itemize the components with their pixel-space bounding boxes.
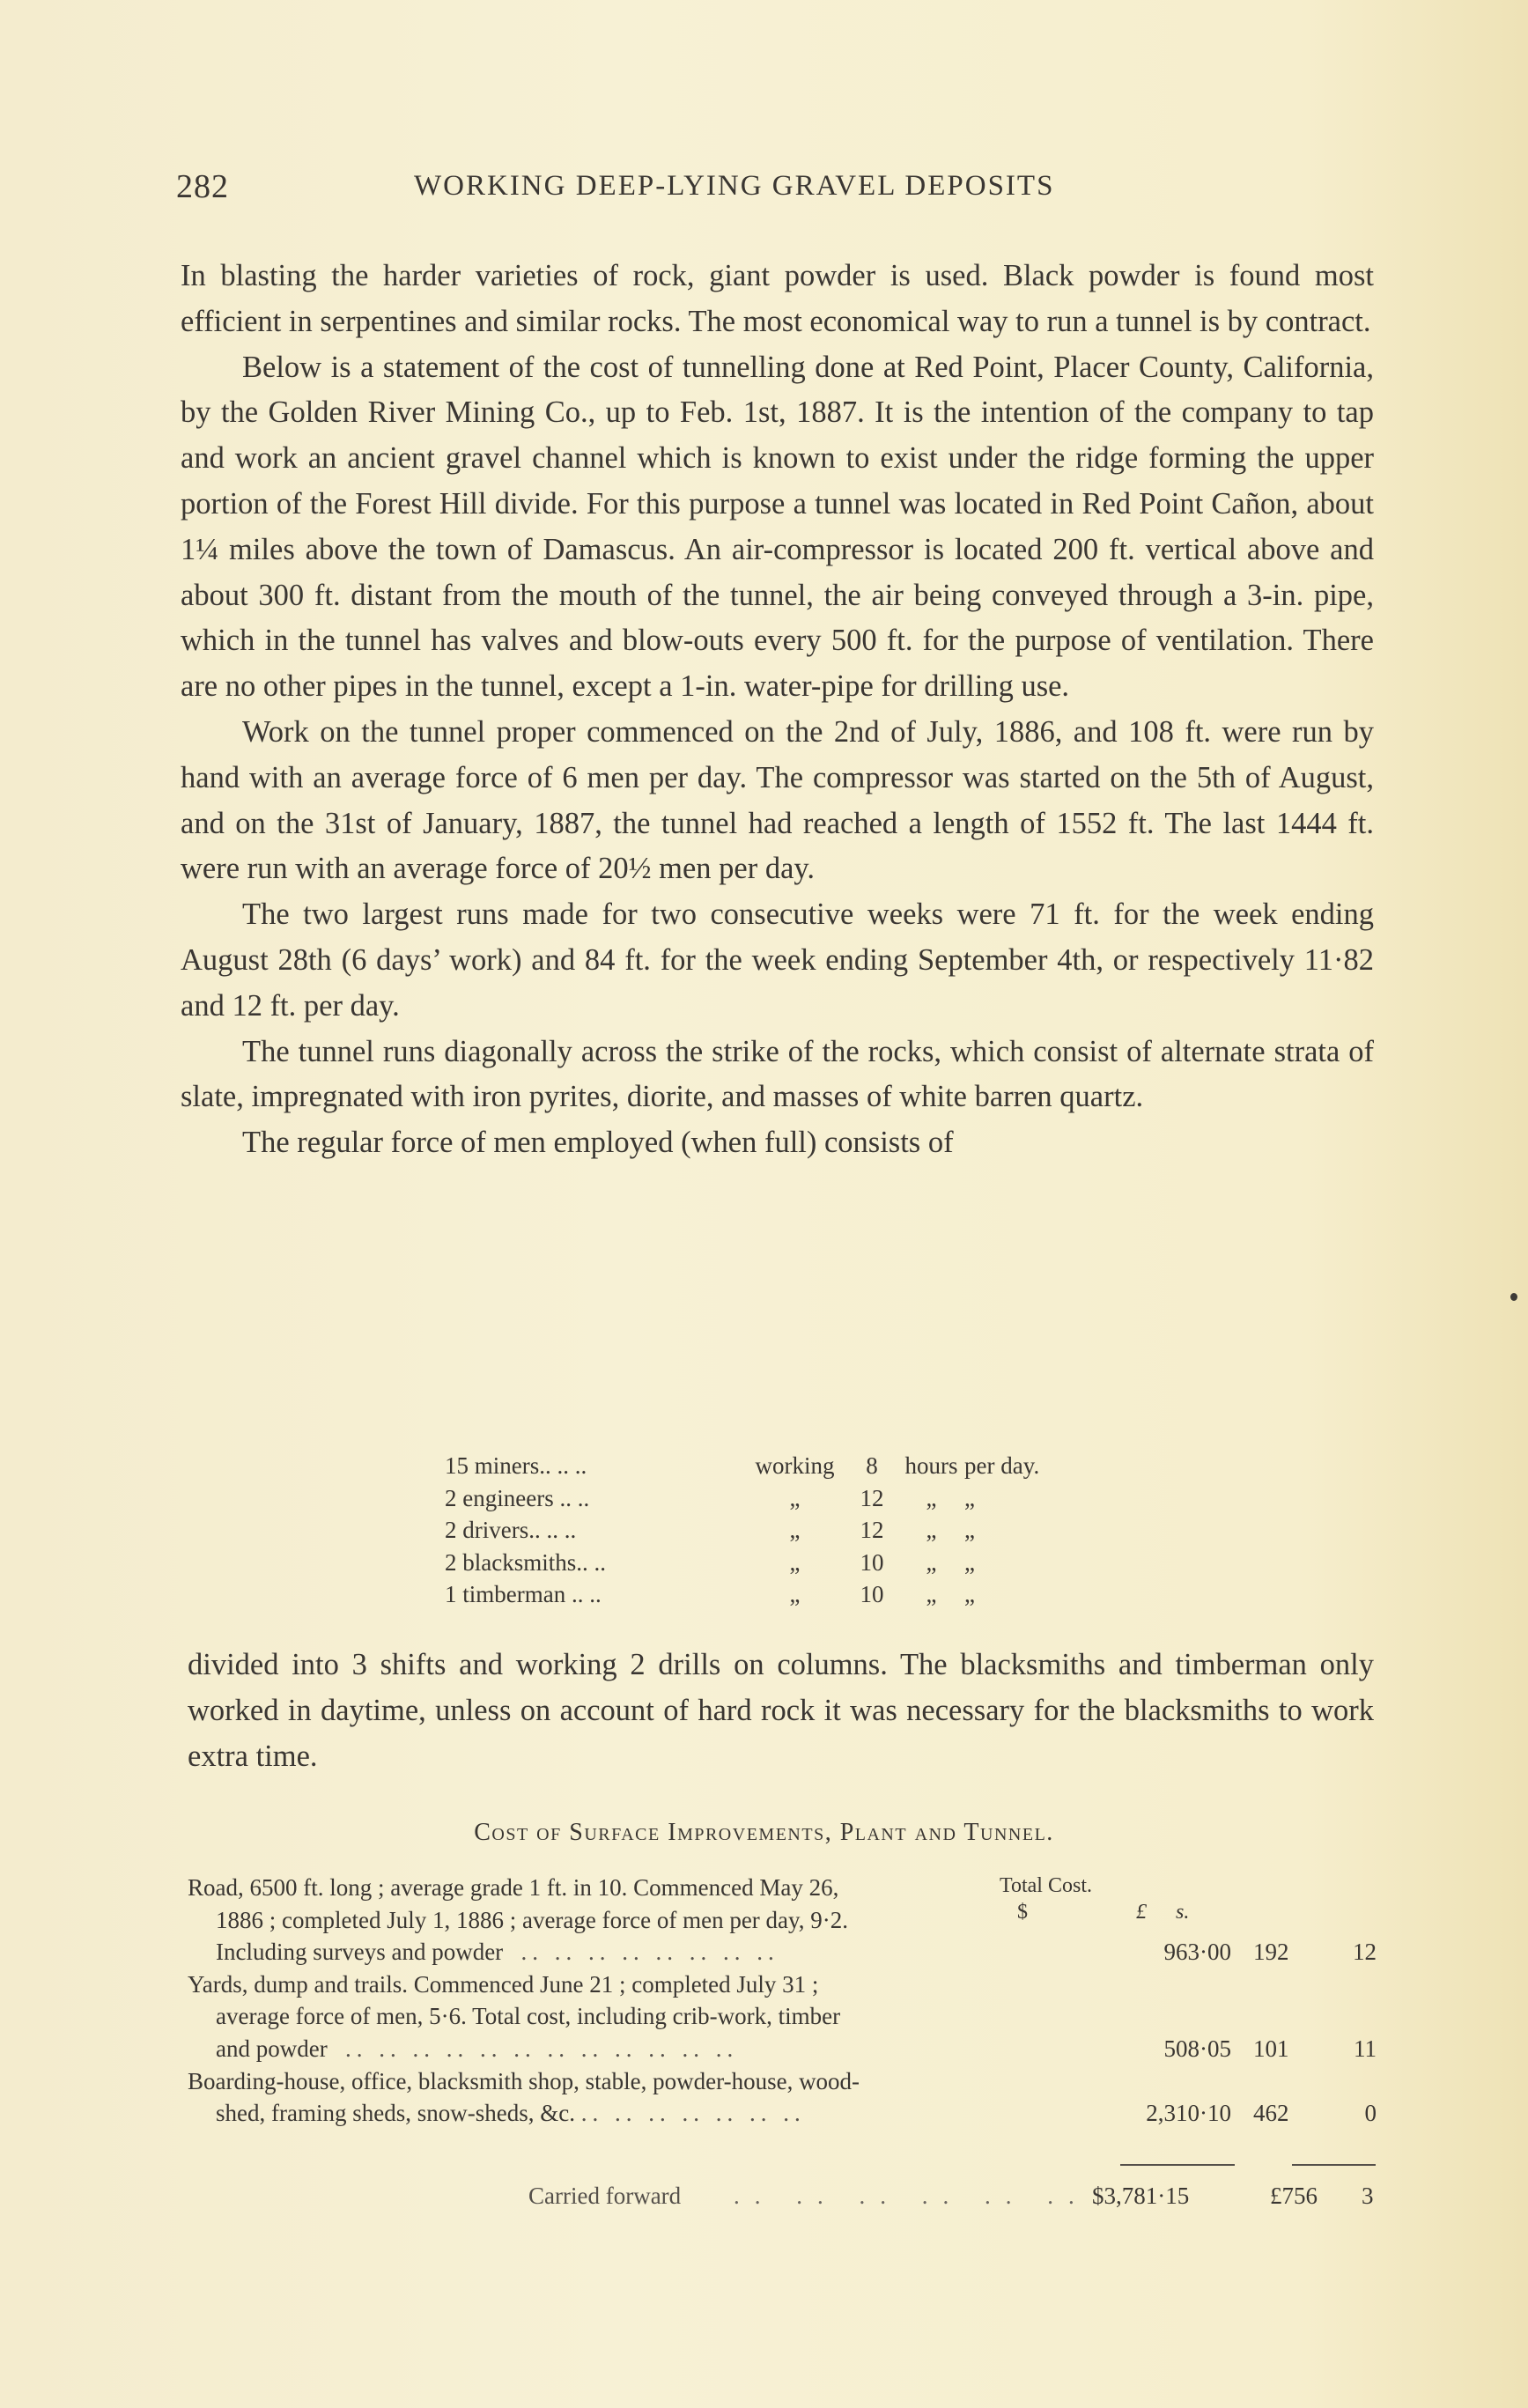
ink-speck (1510, 1293, 1517, 1301)
cost-item-line: Road, 6500 ft. long ; average grade 1 ft. in 10. Commenced May 26, (188, 1874, 839, 1901)
crew-name: 2 blacksmiths.. .. (445, 1548, 606, 1576)
crew-per: „ (964, 1517, 975, 1543)
cost-item-line: Including surveys and powder (216, 1939, 504, 1966)
cost-table-title: Cost of Surface Improvements, Plant and Tunnel. (474, 1819, 1054, 1846)
pound-sum-rule (1292, 2164, 1376, 2166)
crew-unit: „ (926, 1581, 937, 1607)
crew-per: „ (964, 1484, 975, 1511)
cost-item-line: Yards, dump and trails. Commenced June 21 ; completed July 31 ; (188, 1970, 819, 1998)
carried-forward-label: Carried forward (528, 2183, 682, 2209)
crew-name: 15 miners.. .. .. (445, 1452, 587, 1479)
crew-row (445, 1482, 1039, 1515)
total-cost-heading: Total Cost. (1000, 1874, 1092, 1897)
body-text (181, 254, 1374, 1166)
cost-table (188, 1872, 1385, 2130)
cost-dollars: 2,310·10 (1146, 2099, 1231, 2126)
cost-dollars: 963·00 (1163, 1939, 1231, 1965)
carried-forward-pounds: £756 (1270, 2183, 1318, 2209)
crew-unit: „ (926, 1548, 937, 1576)
pound-column-heading: £ (1136, 1901, 1147, 1924)
running-head-title: WORKING DEEP-LYING GRAVEL DEPOSITS (414, 170, 1055, 202)
crew-per: „ (964, 1581, 975, 1607)
crew-unit: „ (926, 1517, 937, 1543)
crew-per: „ (964, 1548, 975, 1576)
paragraph-largest-runs: The two largest runs made for two consecutive weeks were 71 ft. for the week ending August 28th (6 days’ work) and 84 ft. for the week ending September 4th, or respectively 11·82 and 12 ft. per day. (181, 897, 1374, 1023)
crew-row (445, 1514, 1039, 1547)
paragraph-blasting: In blasting the harder varieties of rock, giant powder is used. Black powder is found most efficient in serpentines and similar rocks. The most economical way to run a tunnel is by contract. (181, 259, 1374, 338)
cost-item-line: Boarding-house, office, blacksmith shop, stable, powder-house, wood- (188, 2067, 860, 2094)
dollar-sum-rule (1120, 2164, 1235, 2166)
shilling-column-heading: s. (1176, 1901, 1190, 1924)
crew-hours: 8 (866, 1452, 878, 1479)
crew-hours: 10 (860, 1581, 884, 1607)
body-text-continued (188, 1643, 1374, 1779)
paragraph-work-commenced: Work on the tunnel proper commenced on the 2nd of July, 1886, and 108 ft. were run by hand with an average force of 6 men per day. The compressor was started on the 5th of August, and on the 31st of January, 1887, the tunnel had reached a length of 1552 ft. The last 1444 ft. were run with an average force of 20½ men per day. (181, 714, 1374, 886)
crew-table (445, 1450, 1039, 1611)
leader-dots: .. .. .. .. .. .. (734, 2183, 1089, 2209)
cost-item-line: 1886 ; completed July 1, 1886 ; average force of men per day, 9·2. (216, 1906, 849, 1933)
leader-dots: .. .. .. .. .. .. .. (580, 2100, 806, 2127)
crew-name: 2 engineers .. .. (445, 1484, 590, 1511)
paragraph-shifts: divided into 3 shifts and working 2 drills on columns. The blacksmiths and timberman only worked in daytime, unless on account of hard rock it was necessary for the blacksmiths to work extra time. (188, 1648, 1374, 1773)
crew-unit: „ (926, 1484, 937, 1511)
cost-dollars: 508·05 (1163, 2035, 1231, 2062)
crew-working: „ (789, 1581, 801, 1607)
crew-unit: hours (904, 1452, 958, 1479)
crew-working: working (755, 1452, 835, 1479)
crew-row (445, 1450, 1039, 1482)
running-head (176, 167, 1378, 211)
carried-forward-dollars: $3,781·15 (1092, 2183, 1190, 2209)
crew-per: per day. (964, 1452, 1040, 1479)
leader-dots: .. .. .. .. .. .. .. .. (520, 1939, 779, 1966)
crew-hours: 12 (860, 1517, 884, 1543)
crew-working: „ (789, 1548, 801, 1576)
cost-shillings: 11 (1354, 2035, 1377, 2062)
cost-item-line: shed, framing sheds, snow-sheds, &c. (216, 2100, 575, 2127)
dollar-column-heading: $ (1017, 1901, 1028, 1924)
paragraph-regular-force: The regular force of men employed (when full) consists of (242, 1126, 954, 1160)
crew-name: 2 drivers.. .. .. (445, 1517, 577, 1543)
crew-hours: 10 (860, 1548, 884, 1576)
paragraph-statement: Below is a statement of the cost of tunnelling done at Red Point, Placer County, California, by the Golden River Mining Co., up to Feb. 1st, 1887. It is the intention of the company to tap and work an ancient gravel channel which is known to exist under the ridge forming the upper portion of the Forest Hill divide. For this purpose a tunnel was located in Red Point Cañon, about 1¼ miles above the town of Damascus. An air-compressor is located 200 ft. vertical above and about 300 ft. distant from the mouth of the tunnel, the air being conveyed through a 3-in. pipe, which in the tunnel has valves and blow-outs every 500 ft. for the purpose of ventilation. There are no other pipes in the tunnel, except a 1-in. water-pipe for drilling use. (181, 350, 1374, 704)
carried-forward-shillings: 3 (1362, 2183, 1374, 2209)
leader-dots: .. .. .. .. .. .. .. .. .. .. .. .. (344, 2035, 739, 2062)
cost-shillings: 0 (1364, 2099, 1377, 2126)
cost-pounds: 462 (1253, 2099, 1289, 2126)
cost-shillings: 12 (1353, 1939, 1377, 1965)
cost-item-line: average force of men, 5·6. Total cost, including crib-work, timber (216, 2003, 841, 2030)
cost-item-road (188, 1872, 1385, 1969)
page-number: 282 (176, 168, 229, 205)
crew-working: „ (789, 1484, 801, 1511)
cost-item-buildings (188, 2065, 1385, 2130)
crew-working: „ (789, 1517, 801, 1543)
cost-item-yards (188, 1969, 1385, 2065)
paragraph-rock-strata: The tunnel runs diagonally across the strike of the rocks, which consist of alternate strata of slate, impregnated with iron pyrites, diorite, and masses of white barren quartz. (181, 1034, 1374, 1114)
crew-name: 1 timberman .. .. (445, 1581, 602, 1607)
crew-row (445, 1578, 1039, 1611)
cost-item-line: and powder (216, 2035, 328, 2062)
cost-pounds: 192 (1253, 1939, 1289, 1965)
crew-row (445, 1547, 1039, 1579)
crew-hours: 12 (860, 1484, 884, 1511)
cost-pounds: 101 (1253, 2035, 1289, 2062)
